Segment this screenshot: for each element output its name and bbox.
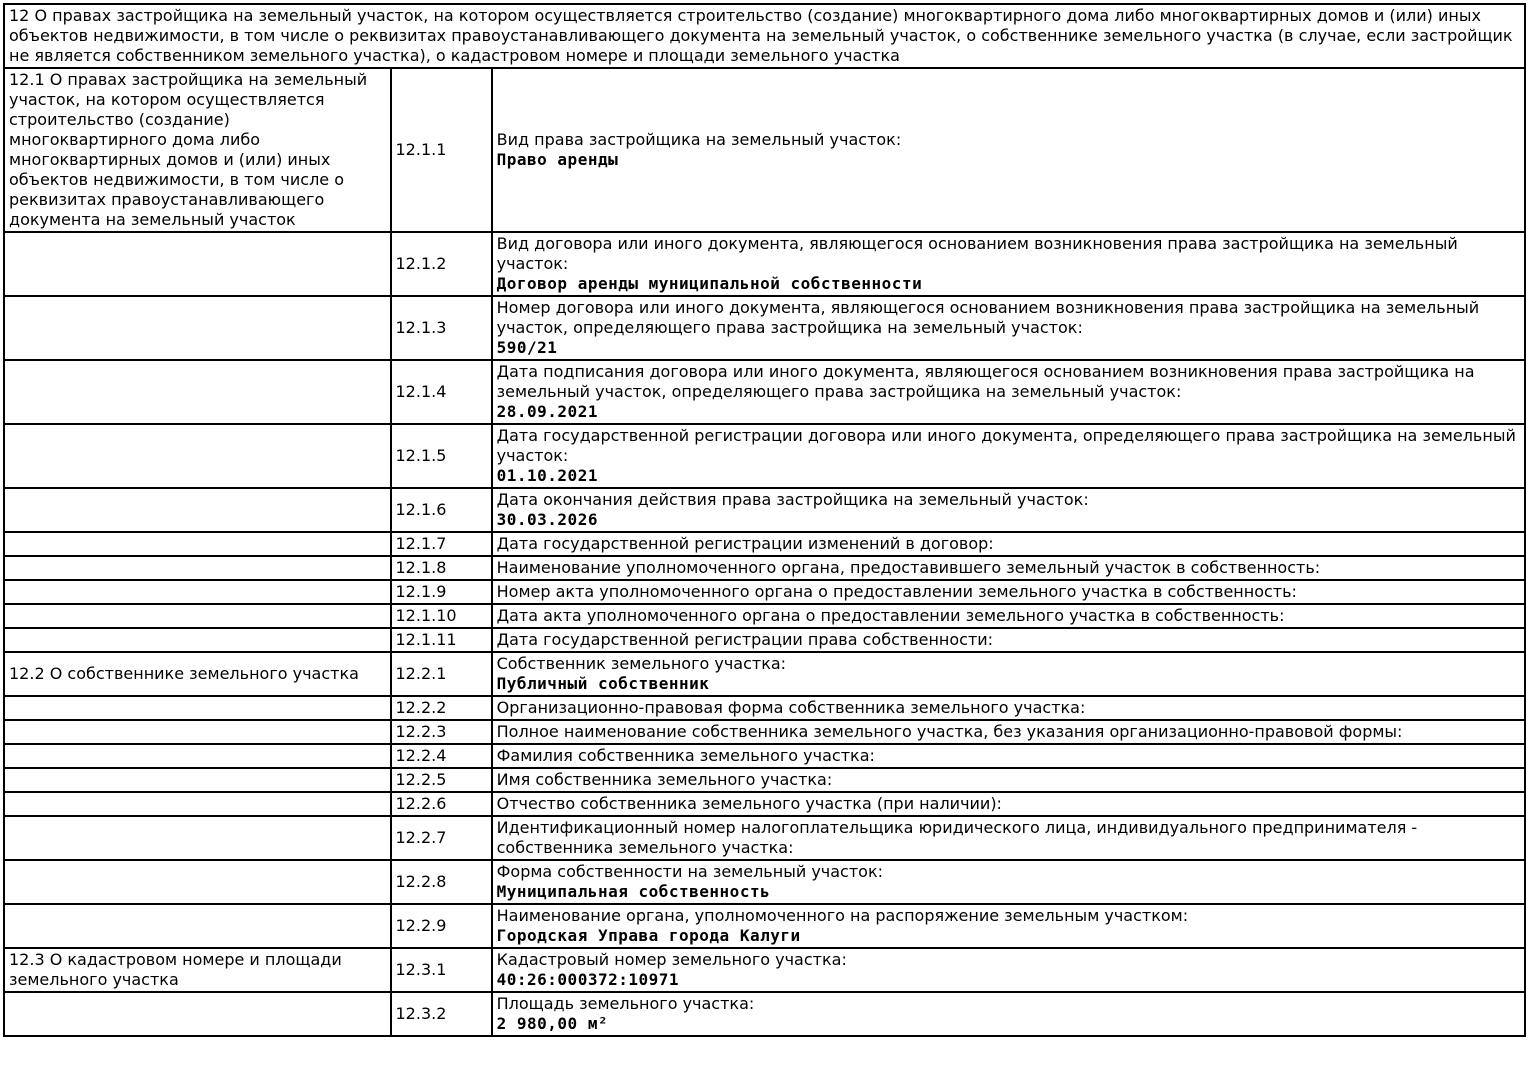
section-cell — [4, 232, 391, 296]
table-row — [4, 792, 1525, 816]
row-number: 12.1.8 — [391, 556, 492, 580]
field-label: Отчество собственника земельного участка (при наличии): — [496, 794, 1002, 813]
section-cell: 12.1 О правах застройщика на земельный участок, на котором осуществляется строительство (создание) многоквартирного дома либо многоквартирных домов и (или) иных объектов недвижимости, в том числе о реквизитах правоустанавливающего документа на земельный участок — [4, 68, 391, 232]
field-cell — [492, 360, 1525, 424]
table-row — [4, 948, 1525, 992]
table-row — [4, 720, 1525, 744]
field-cell — [492, 860, 1525, 904]
table-row — [4, 556, 1525, 580]
field-label: Дата окончания действия права застройщика на земельный участок: — [496, 490, 1089, 509]
section-cell — [4, 296, 391, 360]
field-label: Дата акта уполномоченного органа о предоставлении земельного участка в собственность: — [496, 606, 1285, 625]
field-cell — [492, 628, 1525, 652]
field-value: 40:26:000372:10971 — [496, 970, 680, 989]
field-label: Площадь земельного участка: — [496, 994, 755, 1013]
field-cell — [492, 768, 1525, 792]
field-label: Наименование уполномоченного органа, предоставившего земельный участок в собственность: — [496, 558, 1321, 577]
field-value: Муниципальная собственность — [496, 882, 771, 901]
table-row — [4, 696, 1525, 720]
field-cell — [492, 488, 1525, 532]
row-number: 12.1.2 — [391, 232, 492, 296]
field-label: Дата государственной регистрации договора или иного документа, определяющего права застройщика на земельный участок: — [496, 426, 1516, 465]
section-cell: 12.3 О кадастровом номере и площади земельного участка — [4, 948, 391, 992]
field-cell — [492, 948, 1525, 992]
section-cell — [4, 556, 391, 580]
section-cell — [4, 744, 391, 768]
field-label: Фамилия собственника земельного участка: — [496, 746, 875, 765]
row-number: 12.2.1 — [391, 652, 492, 696]
section-cell — [4, 532, 391, 556]
section-cell — [4, 860, 391, 904]
field-value: Городская Управа города Калуги — [496, 926, 801, 945]
row-number: 12.1.9 — [391, 580, 492, 604]
row-number: 12.1.1 — [391, 68, 492, 232]
row-number: 12.3.2 — [391, 992, 492, 1036]
field-cell — [492, 232, 1525, 296]
field-label: Вид договора или иного документа, являющегося основанием возникновения права застройщика на земельный участок: — [496, 234, 1458, 273]
row-number: 12.2.8 — [391, 860, 492, 904]
field-label: Дата подписания договора или иного документа, являющегося основанием возникновения права застройщика на земельный участок, определяющего права застройщика на земельный участок: — [496, 362, 1475, 401]
table-row — [4, 424, 1525, 488]
field-cell — [492, 904, 1525, 948]
field-cell — [492, 992, 1525, 1036]
section-cell — [4, 360, 391, 424]
field-value: 2 980,00 м² — [496, 1014, 609, 1033]
row-number: 12.1.11 — [391, 628, 492, 652]
field-label: Собственник земельного участка: — [496, 654, 787, 673]
table-row — [4, 580, 1525, 604]
field-value: 30.03.2026 — [496, 510, 598, 529]
table-row — [4, 992, 1525, 1036]
field-value: Право аренды — [496, 150, 619, 169]
table-row — [4, 604, 1525, 628]
row-number: 12.2.6 — [391, 792, 492, 816]
field-value: 590/21 — [496, 338, 558, 357]
table-row — [4, 232, 1525, 296]
row-number: 12.1.3 — [391, 296, 492, 360]
row-number: 12.1.10 — [391, 604, 492, 628]
field-cell — [492, 68, 1525, 232]
field-value: 28.09.2021 — [496, 402, 598, 421]
field-label: Имя собственника земельного участка: — [496, 770, 833, 789]
field-cell — [492, 556, 1525, 580]
row-number: 12.3.1 — [391, 948, 492, 992]
row-number: 12.1.5 — [391, 424, 492, 488]
table-row — [4, 652, 1525, 696]
section-cell — [4, 488, 391, 532]
row-number: 12.2.9 — [391, 904, 492, 948]
section-cell — [4, 792, 391, 816]
field-value: Договор аренды муниципальной собственности — [496, 274, 923, 293]
table-row — [4, 904, 1525, 948]
field-cell — [492, 816, 1525, 860]
field-label: Полное наименование собственника земельного участка, без указания организационно-правовой формы: — [496, 722, 1403, 741]
section-cell — [4, 992, 391, 1036]
table-row — [4, 296, 1525, 360]
section-cell — [4, 904, 391, 948]
section-cell — [4, 768, 391, 792]
row-number: 12.2.4 — [391, 744, 492, 768]
field-label: Номер договора или иного документа, являющегося основанием возникновения права застройщика на земельный участок, определяющего права застройщика на земельный участок: — [496, 298, 1480, 337]
field-cell — [492, 580, 1525, 604]
field-cell — [492, 696, 1525, 720]
table-row — [4, 628, 1525, 652]
section-cell — [4, 720, 391, 744]
field-value: 01.10.2021 — [496, 466, 598, 485]
section-12-header-row — [4, 4, 1525, 68]
section-cell — [4, 696, 391, 720]
field-cell — [492, 604, 1525, 628]
row-number: 12.2.5 — [391, 768, 492, 792]
section-cell — [4, 816, 391, 860]
field-cell — [492, 532, 1525, 556]
field-cell — [492, 652, 1525, 696]
section-cell — [4, 580, 391, 604]
row-number: 12.2.3 — [391, 720, 492, 744]
table-row — [4, 860, 1525, 904]
field-label: Дата государственной регистрации изменений в договор: — [496, 534, 994, 553]
field-cell — [492, 744, 1525, 768]
row-number: 12.1.6 — [391, 488, 492, 532]
section-cell: 12.2 О собственнике земельного участка — [4, 652, 391, 696]
row-number: 12.1.7 — [391, 532, 492, 556]
table-row — [4, 532, 1525, 556]
field-label: Номер акта уполномоченного органа о предоставлении земельного участка в собственность: — [496, 582, 1297, 601]
table-row — [4, 768, 1525, 792]
field-label: Наименование органа, уполномоченного на распоряжение земельным участком: — [496, 906, 1189, 925]
table-row — [4, 816, 1525, 860]
row-number: 12.2.7 — [391, 816, 492, 860]
table-row — [4, 68, 1525, 232]
field-cell — [492, 720, 1525, 744]
field-label: Идентификационный номер налогоплательщика юридического лица, индивидуального предпринимателя - собственника земельного участка: — [496, 818, 1418, 857]
section-cell — [4, 424, 391, 488]
field-label: Дата государственной регистрации права собственности: — [496, 630, 994, 649]
row-number: 12.1.4 — [391, 360, 492, 424]
field-label: Вид права застройщика на земельный участок: — [496, 130, 902, 149]
field-cell — [492, 792, 1525, 816]
field-cell — [492, 296, 1525, 360]
table-row — [4, 744, 1525, 768]
row-number: 12.2.2 — [391, 696, 492, 720]
field-label: Форма собственности на земельный участок: — [496, 862, 883, 881]
land-rights-table — [3, 3, 1526, 1037]
section-12-title: 12 О правах застройщика на земельный участок, на котором осуществляется строительство (создание) многоквартирного дома либо многоквартирных домов и (или) иных объектов недвижимости, в том числе о реквизитах правоустанавливающего документа на земельный участок, о собственнике земельного участка (в случае, если застройщик не является собственником земельного участка), о кадастровом номере и площади земельного участка — [4, 4, 1525, 68]
table-row — [4, 488, 1525, 532]
field-value: Публичный собственник — [496, 674, 710, 693]
section-cell — [4, 628, 391, 652]
field-cell — [492, 424, 1525, 488]
table-row — [4, 360, 1525, 424]
field-label: Кадастровый номер земельного участка: — [496, 950, 847, 969]
field-label: Организационно-правовая форма собственника земельного участка: — [496, 698, 1086, 717]
section-cell — [4, 604, 391, 628]
